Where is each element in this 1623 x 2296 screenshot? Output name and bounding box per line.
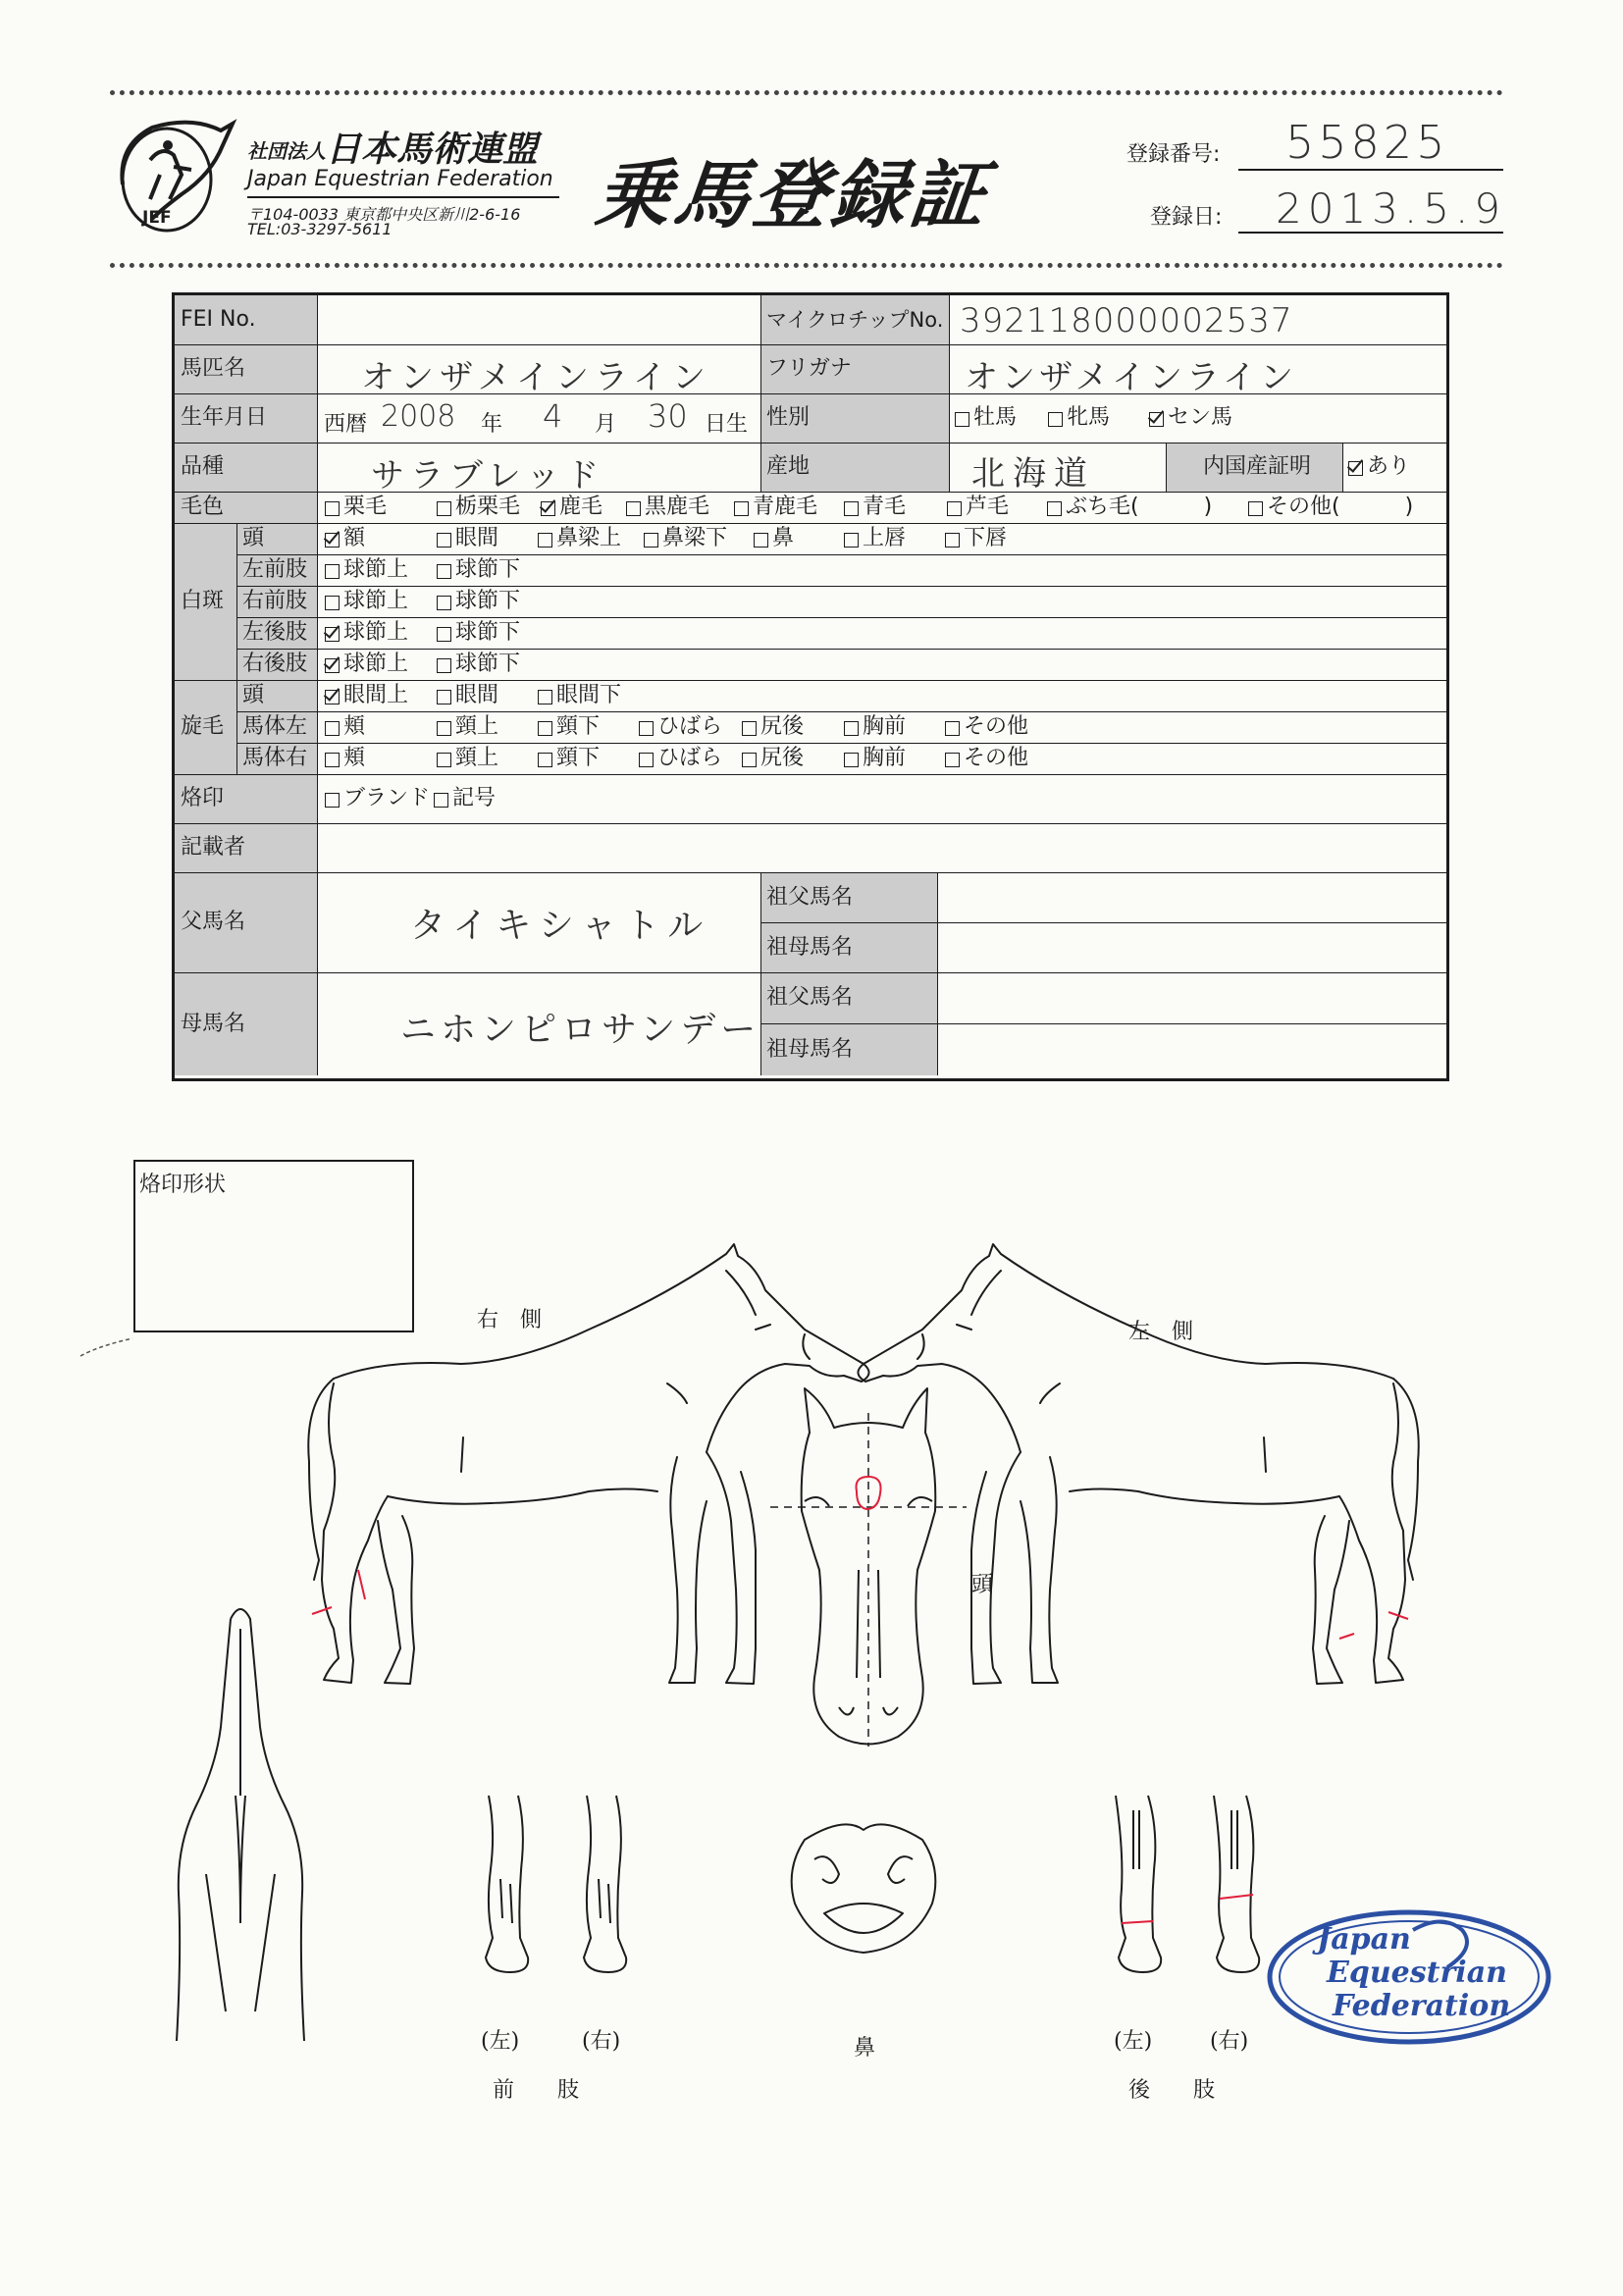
markings-leg-label: 左後肢	[236, 617, 317, 649]
org-name-ja: 日本馬術連盟	[326, 130, 539, 170]
breed-label: 品種	[175, 443, 317, 492]
coat-option[interactable]: 芦毛	[947, 496, 1009, 518]
jef-seal-stamp	[1266, 1908, 1552, 2046]
microchip-label: マイクロチップNo.	[760, 295, 949, 344]
sire-grandsire-label: 祖父馬名	[760, 872, 937, 922]
whorls-head-label: 頭	[236, 680, 317, 711]
org-divider	[247, 196, 559, 198]
coat-option[interactable]: 栗毛	[325, 496, 387, 518]
whorl-option[interactable]: ひばら	[639, 748, 722, 769]
marking-option[interactable]: 球節下	[437, 591, 520, 612]
breed-value: サラブレッド	[371, 456, 605, 496]
marking-option[interactable]: 球節上	[325, 591, 408, 612]
horse-head-front-diagram	[780, 1383, 957, 1756]
sex-options	[175, 393, 1446, 443]
checkbox[interactable]	[1048, 412, 1063, 427]
foreleg-left-label: (左)	[481, 2029, 520, 2054]
hindlegs-diagram	[1104, 1791, 1276, 1977]
markings-leg-options	[175, 617, 1446, 649]
marking-option[interactable]: 球節下	[437, 653, 520, 675]
fei-label: FEI No.	[175, 295, 317, 344]
origin-label: 産地	[760, 443, 949, 492]
reg-date-label: 登録日:	[1150, 205, 1223, 230]
marking-option[interactable]: 額	[325, 528, 365, 549]
horse-nose-diagram	[785, 1820, 942, 1957]
stamp-line1: Japan	[1317, 1922, 1411, 1957]
marking-option[interactable]: 球節上	[325, 653, 408, 675]
foreleg-right-label: (右)	[582, 2029, 621, 2054]
dob-prefix: 西暦	[324, 412, 368, 437]
furigana-value: オンザメインライン	[965, 358, 1297, 397]
marking-option[interactable]: 球節下	[437, 559, 520, 581]
marking-option[interactable]: 眼間	[437, 528, 498, 549]
reg-number-value: 55825	[1285, 116, 1449, 169]
dob-year-unit: 年	[481, 412, 503, 437]
dob-day-unit: 日生	[705, 412, 749, 437]
whorls-body-options	[175, 711, 1446, 743]
domestic-cert-option[interactable]: あり	[1348, 443, 1410, 492]
left-side-label: 左 側	[1128, 1320, 1194, 1344]
reg-number-underline	[1238, 169, 1503, 171]
forelegs-diagram	[471, 1791, 648, 1977]
whorl-option[interactable]: 眼間	[437, 685, 498, 706]
coat-option[interactable]: ぶち毛( )	[1047, 496, 1212, 518]
whorl-option[interactable]: 胸前	[844, 748, 906, 769]
whorl-option[interactable]: 頸上	[437, 716, 498, 738]
dam-label: 母馬名	[175, 972, 317, 1075]
dob-year: 2008	[381, 399, 456, 434]
brand-option[interactable]: 記号	[434, 788, 496, 809]
whorl-option[interactable]: その他	[945, 748, 1028, 769]
whorl-option[interactable]: 眼間下	[538, 685, 621, 706]
whorl-option[interactable]: 頬	[325, 716, 365, 738]
furigana-label: フリガナ	[760, 344, 949, 393]
document-title: 乗馬登録証	[591, 151, 994, 238]
whorls-body-options	[175, 743, 1446, 774]
marking-option[interactable]: 下唇	[945, 528, 1007, 549]
jef-logo-icon	[113, 116, 240, 234]
origin-value: 北海道	[971, 454, 1095, 494]
dob-day: 30	[648, 397, 688, 435]
checkbox[interactable]	[955, 412, 969, 427]
right-side-label: 右 側	[477, 1308, 543, 1332]
whorls-label: 旋毛	[175, 680, 236, 774]
top-dotted-rule	[110, 90, 1503, 95]
name-label: 馬匹名	[175, 344, 317, 393]
coat-option[interactable]: その他( )	[1248, 496, 1413, 518]
markings-leg-label: 右後肢	[236, 649, 317, 680]
org-tel: TEL:03-3297-5611	[247, 220, 393, 238]
marking-option[interactable]: 球節上	[325, 559, 408, 581]
name-value: オンザメインライン	[361, 358, 711, 397]
hindleg-right-label: (右)	[1210, 2029, 1249, 2054]
org-type: 社団法人	[247, 139, 326, 163]
dob-label: 生年月日	[175, 393, 317, 443]
org-name-en: Japan Equestrian Federation	[247, 167, 553, 191]
whorl-option[interactable]: 尻後	[742, 716, 804, 738]
registration-form-table	[172, 292, 1449, 1081]
whorls-body-label: 馬体右	[236, 743, 317, 774]
checkbox-checked[interactable]	[1348, 461, 1363, 476]
whorl-option[interactable]: ひばら	[639, 716, 722, 738]
coat-option[interactable]: 青毛	[844, 496, 906, 518]
pen-stroke-mark	[79, 1334, 137, 1364]
whorl-option[interactable]: 頸下	[538, 748, 600, 769]
markings-leg-options	[175, 586, 1446, 617]
hindlegs-label: 後 肢	[1128, 2078, 1216, 2103]
stamp-line3: Federation	[1333, 1989, 1511, 2023]
coat-option[interactable]: 青鹿毛	[734, 496, 817, 518]
whorls-body-label: 馬体左	[236, 711, 317, 743]
markings-label: 白斑	[175, 523, 236, 680]
org-address: 〒104-0033 東京都中央区新川2-6-16	[247, 205, 521, 224]
coat-options	[175, 492, 1446, 523]
checkbox-checked[interactable]	[1149, 412, 1164, 427]
marking-option[interactable]: 鼻梁上	[538, 528, 621, 549]
nose-label: 鼻	[854, 2036, 876, 2061]
whorls-head-options	[175, 680, 1446, 711]
brand-shape-label: 烙印形状	[139, 1173, 227, 1197]
whorl-option[interactable]: 頸下	[538, 716, 600, 738]
markings-leg-label: 左前肢	[236, 554, 317, 586]
horse-rear-view-diagram	[167, 1599, 314, 2046]
whorl-option[interactable]: 胸前	[844, 716, 906, 738]
marking-option[interactable]: 球節下	[437, 622, 520, 644]
sire-value: タイキシャトル	[410, 906, 711, 946]
sex-option[interactable]: 牝馬	[1048, 407, 1110, 429]
brand-label: 烙印	[175, 774, 317, 823]
whorl-option[interactable]: 尻後	[742, 748, 804, 769]
sex-option[interactable]: 牡馬	[955, 407, 1017, 429]
reg-date-underline	[1238, 232, 1503, 234]
hindleg-left-label: (左)	[1114, 2029, 1153, 2054]
coat-option[interactable]: 栃栗毛	[437, 496, 520, 518]
head-label: 頭	[971, 1573, 994, 1597]
marking-option[interactable]: 鼻	[754, 528, 794, 549]
whorl-option[interactable]: 頸上	[437, 748, 498, 769]
whorl-option[interactable]: 頬	[325, 748, 365, 769]
logo-text: JEF	[142, 208, 172, 228]
stamp-line2: Equestrian	[1327, 1956, 1507, 1990]
marking-option[interactable]: 球節上	[325, 622, 408, 644]
sex-label: 性別	[760, 393, 949, 443]
markings-leg-label: 右前肢	[236, 586, 317, 617]
markings-leg-options	[175, 554, 1446, 586]
whorl-option[interactable]: 眼間上	[325, 685, 408, 706]
markings-leg-options	[175, 649, 1446, 680]
dam-grandsire-label: 祖父馬名	[760, 972, 937, 1023]
dam-granddam-label: 祖母馬名	[760, 1023, 937, 1075]
dob-month-unit: 月	[595, 412, 617, 437]
marking-option[interactable]: 鼻梁下	[644, 528, 727, 549]
coat-option[interactable]: 黒鹿毛	[626, 496, 709, 518]
forelegs-label: 前 肢	[493, 2078, 580, 2103]
brand-options	[175, 774, 1446, 823]
sex-option[interactable]: セン馬	[1149, 407, 1232, 429]
brand-option[interactable]: ブランド	[325, 788, 430, 809]
marking-option[interactable]: 上唇	[844, 528, 906, 549]
markings-head-label: 頭	[236, 523, 317, 554]
microchip-value: 392118000002537	[960, 301, 1293, 340]
reg-date-value: 2013.5.9	[1276, 184, 1507, 233]
dob-month: 4	[543, 397, 563, 435]
coat-option[interactable]: 鹿毛	[541, 496, 602, 518]
markings-head-options	[175, 523, 1446, 554]
whorl-option[interactable]: その他	[945, 716, 1028, 738]
sire-granddam-label: 祖母馬名	[760, 922, 937, 972]
dam-value: ニホンピロサンデー	[400, 1010, 761, 1050]
domestic-cert-label: 内国産証明	[1166, 443, 1342, 492]
header-dotted-rule	[110, 263, 1503, 268]
reg-number-label: 登録番号:	[1126, 142, 1221, 167]
sire-label: 父馬名	[175, 872, 317, 972]
coat-label: 毛色	[175, 492, 317, 523]
recorder-label: 記載者	[175, 823, 317, 872]
